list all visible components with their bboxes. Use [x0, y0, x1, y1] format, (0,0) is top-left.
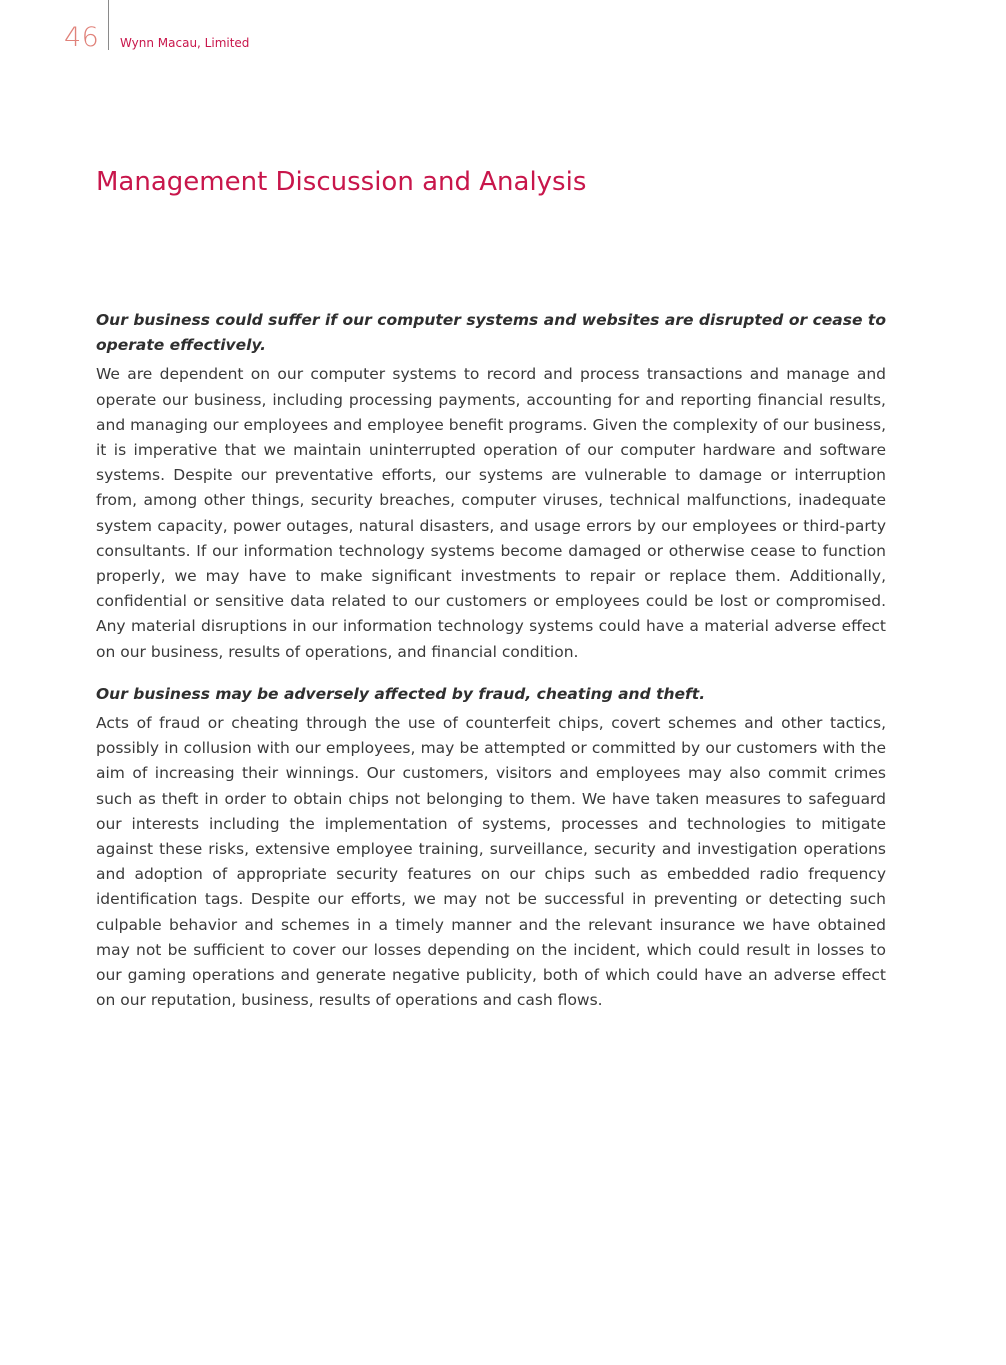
section-body: We are dependent on our computer systems to record and process transactions and manage and operate our business, including processing payments, accounting for and reporting financial results, and managing our employees and employee benefit programs. Given the complexity of our business, it is imperative that we maintain uninterrupted operation of our computer hardware and software systems. Despite our preventative efforts, our systems are vulnerable to damage or interruption from, among other things, security breaches, computer viruses, technical malfunctions, inadequate system capacity, power outages, natural disasters, and usage errors by our employees or third-party consultants. If our information technology systems become damaged or otherwise cease to function properly, we may have to make significant investments to repair or replace them. Additionally, confidential or sensitive data related to our customers or employees could be lost or compromised. Any material disruptions in our information technology systems could have a material adverse effect on our business, results of operations, and financial condition. [96, 365, 886, 661]
section-body: Acts of fraud or cheating through the use of counterfeit chips, covert schemes and other tactics, possibly in collusion with our employees, may be attempted or committed by our customers with the aim of increasing their winnings. Our customers, visitors and employees may also commit crimes such as theft in order to obtain chips not belonging to them. We have taken measures to safeguard our interests including the implementation of systems, processes and technologies to mitigate against these risks, extensive employee training, surveillance, security and investigation operations and adoption of appropriate security features on our chips such as embedded radio frequency identification tags. Despite our efforts, we may not be successful in preventing or detecting such culpable behavior and schemes in a timely manner and the relevant insurance we have obtained may not be sufficient to cover our losses depending on the incident, which could result in losses to our gaming operations and generate negative publicity, both of which could have an adverse effect on our reputation, business, results of operations and cash flows. [96, 714, 886, 1010]
main-content [96, 308, 886, 1030]
section-fraud-cheating-theft [96, 682, 886, 1014]
section-computer-systems [96, 308, 886, 665]
header-divider [108, 0, 109, 50]
section-heading: Our business may be adversely affected by fraud, cheating and theft. [96, 684, 706, 703]
page-title: Management Discussion and Analysis [96, 167, 587, 197]
company-name: Wynn Macau, Limited [120, 36, 250, 50]
page-number: 46 [64, 22, 100, 53]
section-heading: Our business could suffer if our computer systems and websites are disrupted or cease to operate effectively. [96, 311, 886, 355]
